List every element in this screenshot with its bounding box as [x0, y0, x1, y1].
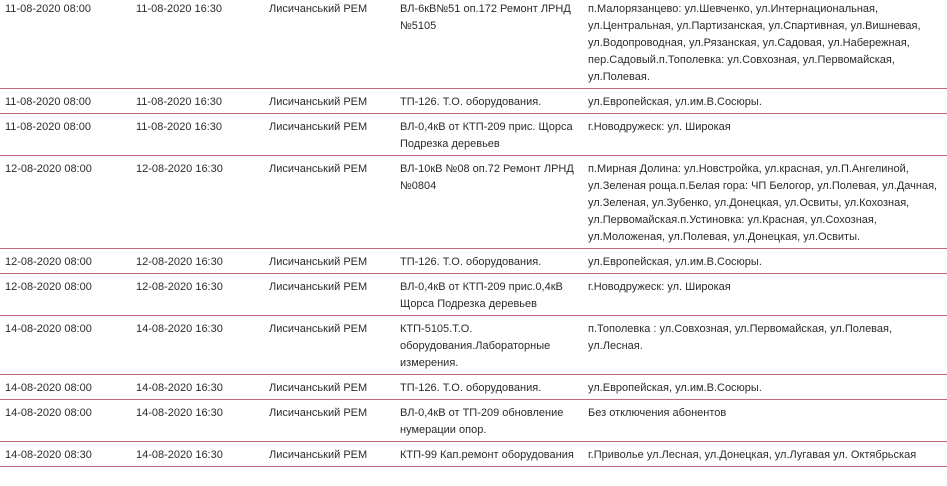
district-cell: Лисичанський РЕМ — [264, 114, 395, 156]
district-cell: Лисичанський РЕМ — [264, 442, 395, 467]
table-row — [0, 0, 947, 89]
district-cell: Лисичанський РЕМ — [264, 375, 395, 400]
work-description-cell: ВЛ-0,4кВ от КТП-209 прис. Щорса Подрезка деревьев — [395, 114, 583, 156]
start-time-cell: 11-08-2020 08:00 — [0, 114, 131, 156]
end-time-cell: 14-08-2020 16:30 — [131, 375, 264, 400]
affected-addresses-cell: ул.Европейская, ул.им.В.Сосюры. — [583, 249, 947, 274]
table-row — [0, 442, 947, 467]
work-description-cell: КТП-99 Кап.ремонт оборудования — [395, 442, 583, 467]
table-row — [0, 375, 947, 400]
end-time-cell: 11-08-2020 16:30 — [131, 0, 264, 89]
start-time-cell: 12-08-2020 08:00 — [0, 156, 131, 249]
affected-addresses-cell: г.Новодружеск: ул. Широкая — [583, 114, 947, 156]
work-description-cell: ВЛ-0,4кВ от ТП-209 обновление нумерации опор. — [395, 400, 583, 442]
work-description-cell: ТП-126. Т.О. оборудования. — [395, 375, 583, 400]
affected-addresses-cell: ул.Европейская, ул.им.В.Сосюры. — [583, 89, 947, 114]
district-cell: Лисичанський РЕМ — [264, 249, 395, 274]
work-description-cell: ВЛ-0,4кВ от КТП-209 прис.0,4кВ Щорса Подрезка деревьев — [395, 274, 583, 316]
table-row — [0, 89, 947, 114]
district-cell: Лисичанський РЕМ — [264, 0, 395, 89]
work-description-cell: ТП-126. Т.О. оборудования. — [395, 249, 583, 274]
table-row — [0, 400, 947, 442]
start-time-cell: 14-08-2020 08:00 — [0, 400, 131, 442]
end-time-cell: 12-08-2020 16:30 — [131, 274, 264, 316]
start-time-cell: 11-08-2020 08:00 — [0, 89, 131, 114]
work-description-cell: ТП-126. Т.О. оборудования. — [395, 89, 583, 114]
end-time-cell: 12-08-2020 16:30 — [131, 156, 264, 249]
table-row — [0, 274, 947, 316]
affected-addresses-cell: п.Малорязанцево: ул.Шевченко, ул.Интернациональная, ул.Центральная, ул.Партизанская, ул.Спартивная, ул.Вишневая, ул.Водопроводная, ул.Рязанская, ул.Садовая, ул.Набережная, пер.Садовый.п.Тополевка: ул.Совхозная, ул.Первомайская, ул.Полевая. — [583, 0, 947, 89]
table-row — [0, 114, 947, 156]
work-description-cell: КТП-5105.Т.О. оборудования.Лабораторные измерения. — [395, 316, 583, 375]
work-description-cell: ВЛ-6кВ№51 оп.172 Ремонт ЛРНД №5105 — [395, 0, 583, 89]
start-time-cell: 12-08-2020 08:00 — [0, 274, 131, 316]
work-description-cell: ВЛ-10кВ №08 оп.72 Ремонт ЛРНД №0804 — [395, 156, 583, 249]
start-time-cell: 11-08-2020 08:00 — [0, 0, 131, 89]
end-time-cell: 11-08-2020 16:30 — [131, 114, 264, 156]
table-row — [0, 156, 947, 249]
affected-addresses-cell: г.Новодружеск: ул. Широкая — [583, 274, 947, 316]
affected-addresses-cell: Без отключения абонентов — [583, 400, 947, 442]
table-row — [0, 316, 947, 375]
end-time-cell: 12-08-2020 16:30 — [131, 249, 264, 274]
district-cell: Лисичанський РЕМ — [264, 316, 395, 375]
start-time-cell: 12-08-2020 08:00 — [0, 249, 131, 274]
end-time-cell: 14-08-2020 16:30 — [131, 316, 264, 375]
district-cell: Лисичанський РЕМ — [264, 274, 395, 316]
start-time-cell: 14-08-2020 08:30 — [0, 442, 131, 467]
start-time-cell: 14-08-2020 08:00 — [0, 316, 131, 375]
affected-addresses-cell: г.Приволье ул.Лесная, ул.Донецкая, ул.Лугавая ул. Октябрьская — [583, 442, 947, 467]
affected-addresses-cell: п.Мирная Долина: ул.Новстройка, ул.красная, ул.П.Ангелиной, ул.Зеленая роща.п.Белая гора: ЧП Белогор, ул.Полевая, ул.Дачная, ул.Зеленая, ул.Зубенко, ул.Донецкая, ул.Освиты, ул.Кохозная, ул.Первомайская.п.Устиновка: ул.Красная, ул.Сохозная, ул.Моложеная, ул.Полевая, ул.Донецкая, ул.Освиты. — [583, 156, 947, 249]
end-time-cell: 11-08-2020 16:30 — [131, 89, 264, 114]
start-time-cell: 14-08-2020 08:00 — [0, 375, 131, 400]
district-cell: Лисичанський РЕМ — [264, 400, 395, 442]
end-time-cell: 14-08-2020 16:30 — [131, 400, 264, 442]
district-cell: Лисичанський РЕМ — [264, 89, 395, 114]
end-time-cell: 14-08-2020 16:30 — [131, 442, 264, 467]
affected-addresses-cell: ул.Европейская, ул.им.В.Сосюры. — [583, 375, 947, 400]
district-cell: Лисичанський РЕМ — [264, 156, 395, 249]
affected-addresses-cell: п.Тополевка : ул.Совхозная, ул.Первомайская, ул.Полевая, ул.Лесная. — [583, 316, 947, 375]
table-row — [0, 249, 947, 274]
